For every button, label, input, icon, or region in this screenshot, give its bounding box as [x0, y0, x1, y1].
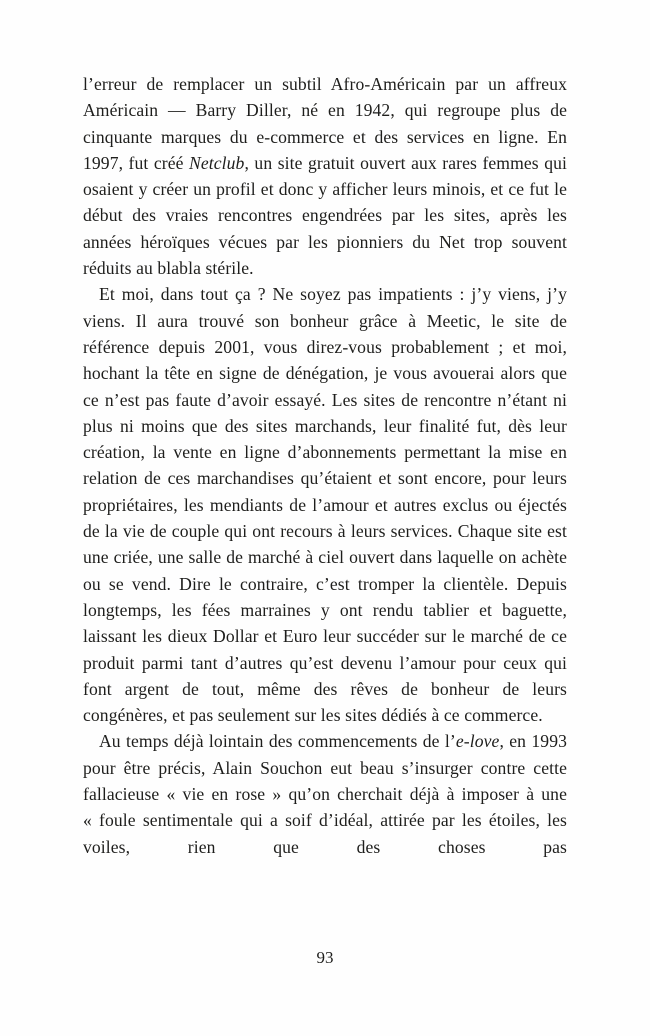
text-run: Et moi, dans tout ça ? Ne soyez pas impatients : j’y viens, j’y viens. Il aura trouvé son bonheur grâce à Meetic, le site de référence depuis 2001, vous direz-vous probablement ; et moi, hochant la tête en signe de dénégation, je vous avouerai alors que ce n’est pas faute d’avoir essayé. Les sites de rencontre n’étant ni plus ni moins que des sites marchands, leur finalité fut, dès leur création, la vente en ligne d’abonnements permettant la mise en relation de ces marchandises qu’étaient et sont encore, pour leurs propriétaires, les mendiants de l’amour et autres exclus ou éjectés de la vie de couple qui ont recours à leurs services. Chaque site est une criée, une salle de marché à ciel ouvert dans laquelle on achète ou se vend. Dire le contraire, c’est tromper la clientèle. Depuis longtemps, les fées marraines y ont rendu tablier et baguette, laissant les dieux Dollar et Euro leur succéder sur le marché de ce produit parmi tant d’autres qu’est devenu l’amour pour ceux qui font argent de tout, même des rêves de bonheur de leurs congénères, et pas seulement sur les sites dédiés à ce commerce. — [83, 284, 567, 726]
text-run: Au temps déjà lointain des commencements de l’ — [99, 731, 456, 752]
paragraph — [83, 71, 567, 281]
paragraph — [83, 728, 567, 859]
text-run: , en 1993 pour être précis, Alain Souchon eut beau s’insurger contre cette fallacieuse « vie en rose » qu’on cherchait déjà à imposer à une « foule sentimentale qui a soif d’idéal, attirée par les étoiles, les voiles, rien que des choses pas — [83, 731, 567, 857]
text-run: , un site gratuit ouvert aux rares femmes qui osaient y créer un profil et donc y afficher leurs minois, et ce fut le début des vraies rencontres engendrées par les sites, après les années héroïques vécues par les pionniers du Net trop souvent réduits au blabla stérile. — [83, 152, 567, 279]
text-run: l’erreur de remplacer un subtil Afro-Américain par un affreux Américain — Barry Diller, né en 1942, qui regroupe plus de cinquante marques du e-commerce et des services en ligne. En 1997, fut créé — [83, 74, 567, 173]
body-text — [83, 71, 567, 860]
italic-text-run: Netclub — [189, 152, 245, 173]
italic-text-run: e-love — [455, 731, 500, 752]
paragraph — [83, 281, 567, 728]
page-number: 93 — [316, 948, 334, 967]
